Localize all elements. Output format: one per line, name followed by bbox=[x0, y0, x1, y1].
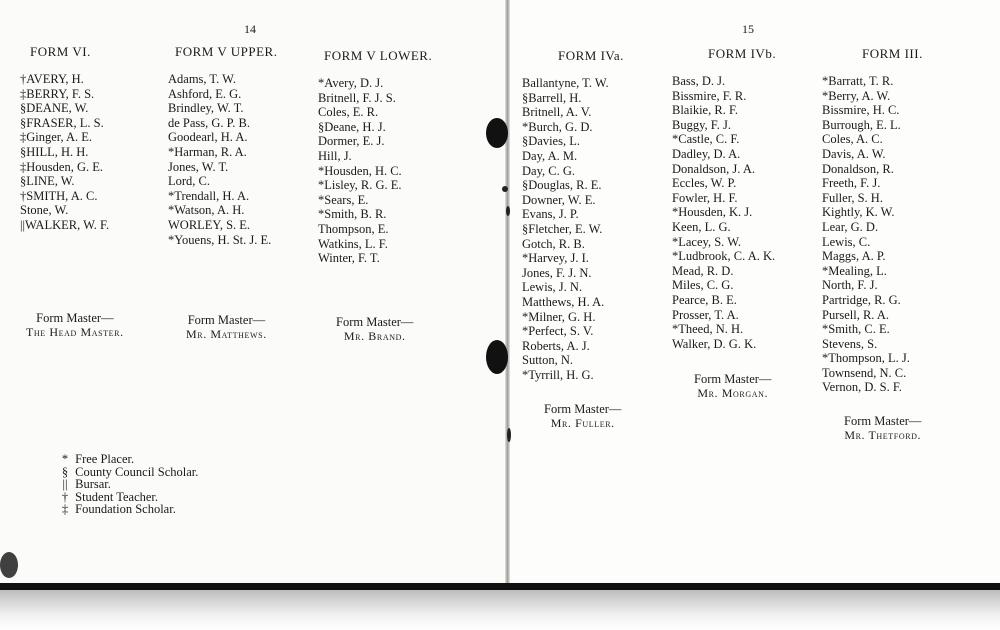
form-vi-column bbox=[20, 44, 109, 233]
student-name: Lewis, J. N. bbox=[522, 280, 583, 295]
form-master-name: Mr. Matthews. bbox=[186, 327, 267, 341]
student-name: Pursell, R. A. bbox=[822, 307, 890, 322]
form-master-ivb bbox=[694, 372, 771, 400]
student-name: Jones, W. T. bbox=[168, 159, 229, 174]
book-gutter bbox=[505, 0, 510, 595]
form-v-upper-column bbox=[168, 44, 277, 247]
student-name: †SMITH, A. C. bbox=[20, 188, 98, 203]
student-name: *Milner, G. H. bbox=[522, 309, 596, 324]
legend-symbol: † bbox=[61, 489, 69, 504]
student-name: Partridge, R. G. bbox=[822, 292, 901, 307]
student-name: WORLEY, S. E. bbox=[168, 217, 251, 232]
student-name: *Thompson, L. J. bbox=[822, 351, 910, 366]
student-name: ‡Ginger, A. E. bbox=[20, 130, 93, 145]
student-name: *Harman, R. A. bbox=[168, 144, 247, 159]
student-name: Davis, A. W. bbox=[822, 146, 886, 161]
form-iva-column bbox=[522, 48, 624, 382]
student-name: Winter, F. T. bbox=[318, 251, 380, 266]
student-list bbox=[672, 74, 776, 351]
student-name: Walker, D. G. K. bbox=[672, 336, 757, 351]
student-name: *Sears, E. bbox=[318, 192, 369, 207]
student-name: Day, A. M. bbox=[522, 148, 578, 163]
form-title: FORM V LOWER. bbox=[324, 48, 433, 63]
student-name: §Davies, L. bbox=[522, 134, 580, 149]
form-master-v-lower bbox=[336, 315, 413, 343]
student-name: Britnell, F. J. S. bbox=[318, 90, 396, 105]
page-number-left: 14 bbox=[244, 22, 256, 36]
student-name: Prosser, T. A. bbox=[672, 307, 739, 322]
student-name: Mead, R. D. bbox=[672, 263, 734, 278]
form-v-lower-column bbox=[318, 48, 432, 266]
student-list bbox=[522, 76, 624, 382]
student-name: North, F. J. bbox=[822, 278, 878, 293]
student-name: Watkins, L. F. bbox=[318, 236, 388, 251]
form-master-iii bbox=[844, 414, 921, 442]
legend-text: Free Placer. bbox=[75, 452, 135, 466]
student-name: §Deane, H. J. bbox=[318, 119, 386, 134]
student-name: *Harvey, J. I. bbox=[522, 251, 589, 266]
page-corner-shadow bbox=[0, 552, 18, 578]
student-name: Vernon, D. S. F. bbox=[822, 380, 902, 395]
student-name: *Mealing, L. bbox=[822, 263, 887, 278]
student-name: Bass, D. J. bbox=[672, 74, 726, 88]
student-name: Evans, J. P. bbox=[522, 207, 579, 222]
student-name: Fowler, H. F. bbox=[672, 190, 738, 205]
legend-text: County Council Scholar. bbox=[75, 464, 199, 479]
student-name: Donaldson, R. bbox=[822, 161, 894, 176]
student-name: *Trendall, H. A. bbox=[168, 188, 250, 203]
legend-text: Bursar. bbox=[75, 477, 111, 492]
student-name: *Theed, N. H. bbox=[672, 322, 744, 337]
student-name: *Burch, G. D. bbox=[522, 119, 593, 134]
page-number-right: 15 bbox=[742, 22, 754, 36]
student-name: *Housden, H. C. bbox=[318, 163, 402, 178]
student-name: Hill, J. bbox=[318, 148, 352, 163]
form-master-label: Form Master— bbox=[36, 311, 114, 325]
student-name: Buggy, F. J. bbox=[672, 117, 731, 132]
legend-symbol: * bbox=[61, 452, 69, 466]
legend-symbol: ‡ bbox=[61, 502, 69, 517]
form-title: FORM IVb. bbox=[708, 46, 777, 61]
student-name: Fuller, S. H. bbox=[822, 190, 883, 205]
form-master-label: Form Master— bbox=[544, 402, 622, 416]
student-name: §Barrell, H. bbox=[522, 90, 582, 105]
student-name: *Perfect, S. V. bbox=[522, 324, 594, 339]
student-name: Pearce, B. E. bbox=[672, 292, 737, 307]
student-list bbox=[168, 72, 277, 247]
student-name: Goodearl, H. A. bbox=[168, 130, 248, 145]
student-name: Ashford, E. G. bbox=[168, 86, 242, 101]
student-name: §DEANE, W. bbox=[20, 101, 89, 116]
student-name: *Barratt, T. R. bbox=[822, 74, 894, 88]
student-name: Dormer, E. J. bbox=[318, 134, 385, 149]
ink-speck bbox=[507, 428, 511, 442]
student-name: de Pass, G. P. B. bbox=[168, 115, 250, 130]
student-name: Sutton, N. bbox=[522, 353, 574, 368]
student-name: *Housden, K. J. bbox=[672, 205, 753, 220]
student-list bbox=[318, 76, 432, 266]
student-name: Ballantyne, T. W. bbox=[522, 76, 609, 90]
form-master-vi bbox=[26, 311, 124, 339]
student-name: †AVERY, H. bbox=[20, 72, 84, 86]
student-name: Maggs, A. P. bbox=[822, 249, 886, 264]
student-name: *Berry, A. W. bbox=[822, 88, 891, 103]
student-name: Day, C. G. bbox=[522, 163, 576, 178]
form-title: FORM V UPPER. bbox=[175, 44, 278, 59]
student-name: Brindley, W. T. bbox=[168, 101, 244, 116]
student-name: Lord, C. bbox=[168, 174, 211, 189]
student-name: §Fletcher, E. W. bbox=[522, 221, 603, 236]
ink-speck bbox=[506, 206, 510, 216]
student-name: Lear, G. D. bbox=[822, 219, 879, 234]
student-name: Britnell, A. V. bbox=[522, 105, 592, 120]
student-name: *Lisley, R. G. E. bbox=[318, 178, 402, 193]
student-name: ‡Housden, G. E. bbox=[20, 159, 103, 174]
ink-blot bbox=[486, 340, 508, 374]
form-master-v-upper bbox=[186, 313, 267, 341]
student-name: Dadley, D. A. bbox=[672, 146, 741, 161]
form-title: FORM III. bbox=[862, 46, 923, 61]
student-name: *Smith, C. E. bbox=[822, 322, 890, 337]
student-list bbox=[20, 72, 109, 233]
form-master-label: Form Master— bbox=[844, 414, 922, 428]
form-title: FORM VI. bbox=[30, 44, 91, 59]
student-name: *Tyrrill, H. G. bbox=[522, 367, 594, 382]
student-name: Freeth, F. J. bbox=[822, 176, 881, 191]
student-name: Blaikie, R. F. bbox=[672, 103, 739, 118]
scan-shadow bbox=[0, 590, 1000, 630]
student-name: ‡BERRY, F. S. bbox=[20, 86, 95, 101]
form-master-iva bbox=[544, 402, 621, 430]
ink-speck bbox=[502, 186, 508, 192]
student-name: §FRASER, L. S. bbox=[20, 115, 104, 130]
legend-text: Foundation Scholar. bbox=[75, 502, 176, 517]
student-name: §Douglas, R. E. bbox=[522, 178, 602, 193]
student-name: Miles, C. G. bbox=[672, 278, 734, 293]
student-name: Downer, W. E. bbox=[522, 192, 596, 207]
form-ivb-column bbox=[672, 46, 776, 351]
student-list bbox=[822, 74, 923, 395]
student-name: *Watson, A. H. bbox=[168, 203, 245, 218]
form-title: FORM IVa. bbox=[558, 48, 624, 63]
student-name: Burrough, E. L. bbox=[822, 117, 901, 132]
legend-symbol: § bbox=[61, 464, 69, 479]
student-name: Adams, T. W. bbox=[168, 72, 236, 86]
student-name: Gotch, R. B. bbox=[522, 236, 585, 251]
student-name: Roberts, A. J. bbox=[522, 338, 590, 353]
student-name: Matthews, H. A. bbox=[522, 294, 605, 309]
form-master-label: Form Master— bbox=[694, 372, 772, 386]
student-name: Bissmire, F. R. bbox=[672, 88, 747, 103]
student-name: *Castle, C. F. bbox=[672, 132, 740, 147]
student-name: *Smith, B. R. bbox=[318, 207, 387, 222]
legend-symbol: || bbox=[62, 477, 68, 492]
student-name: *Ludbrook, C. A. K. bbox=[672, 249, 776, 264]
student-name: Coles, E. R. bbox=[318, 105, 379, 120]
student-name: Bissmire, H. C. bbox=[822, 103, 900, 118]
student-name: Townsend, N. C. bbox=[822, 365, 907, 380]
student-name: Jones, F. J. N. bbox=[522, 265, 592, 280]
student-name: Coles, A. C. bbox=[822, 132, 883, 147]
student-name: Stone, W. bbox=[20, 203, 69, 218]
form-master-name: Mr. Brand. bbox=[343, 329, 406, 343]
form-master-name: Mr. Morgan. bbox=[697, 386, 769, 400]
student-name: Kightly, K. W. bbox=[822, 205, 895, 220]
form-master-label: Form Master— bbox=[336, 315, 414, 329]
form-master-name: Mr. Fuller. bbox=[550, 416, 615, 430]
legend-item bbox=[58, 503, 198, 516]
form-master-label: Form Master— bbox=[187, 313, 266, 327]
page-bottom-edge bbox=[0, 583, 1000, 590]
student-name: *Lacey, S. W. bbox=[672, 234, 741, 249]
student-name: Eccles, W. P. bbox=[672, 176, 737, 191]
student-name: §LINE, W. bbox=[20, 174, 75, 189]
student-name: §HILL, H. H. bbox=[20, 144, 89, 159]
student-name: *Youens, H. St. J. E. bbox=[168, 232, 272, 247]
student-name: Thompson, E. bbox=[318, 221, 389, 236]
student-name: *Avery, D. J. bbox=[318, 76, 384, 90]
ink-blot bbox=[486, 118, 508, 148]
form-iii-column bbox=[822, 46, 923, 395]
student-name: ||WALKER, W. F. bbox=[20, 217, 110, 232]
form-master-name: Mr. Thetford. bbox=[844, 428, 922, 442]
student-name: Donaldson, J. A. bbox=[672, 161, 755, 176]
form-master-name: The Head Master. bbox=[26, 325, 124, 339]
legend-text: Student Teacher. bbox=[75, 489, 159, 504]
student-name: Stevens, S. bbox=[822, 336, 878, 351]
student-name: Keen, L. G. bbox=[672, 219, 731, 234]
student-name: Lewis, C. bbox=[822, 234, 871, 249]
symbol-legend bbox=[58, 453, 198, 516]
